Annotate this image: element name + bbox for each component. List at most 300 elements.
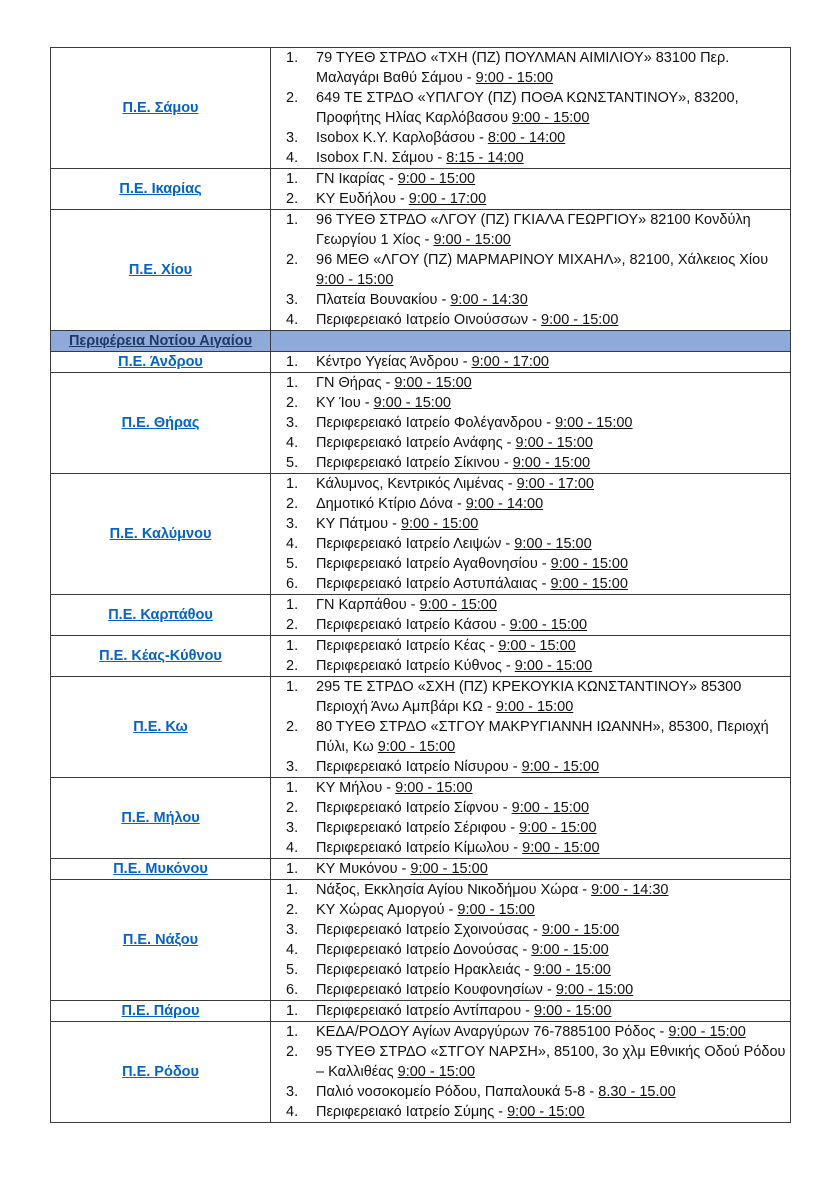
facility-item-number: 4. [286, 312, 299, 328]
opening-hours: 9:00 - 14:30 [591, 882, 669, 898]
facility-item-number: 1. [286, 354, 299, 370]
facility-name: 79 ΤΥΕΘ ΣΤΡΔΟ «ΤΧΗ (ΠΖ) ΠΟΥΛΜΑΝ ΑΙΜΙΛΙΟΥ» 83100 Περ. Μαλαγάρι Βαθύ Σάμου - [316, 50, 730, 86]
facility-list-cell [271, 1022, 791, 1123]
facility-name: ΚΥ Πάτμου - [316, 516, 401, 532]
region-link[interactable]: Π.Ε. Κέας-Κύθνου [99, 648, 222, 664]
facility-item-text [316, 595, 790, 615]
facility-name: Περιφερειακό Ιατρείο Δονούσας - [316, 942, 532, 958]
facility-item [271, 290, 790, 310]
facility-item [271, 554, 790, 574]
opening-hours: 9:00 - 14:00 [465, 496, 544, 512]
facility-item [271, 494, 790, 514]
opening-hours: 9:00 - 15:00 [514, 536, 592, 552]
facility-list-cell [271, 48, 791, 169]
region-row [51, 1001, 791, 1022]
facility-item [271, 778, 790, 798]
facility-item-text [316, 838, 790, 858]
facility-item-number: 4. [286, 150, 299, 166]
facility-name: Περιφερειακό Ιατρείο Λειψών - [316, 536, 515, 552]
facility-name: Παλιό νοσοκομείο Ρόδου, Παπαλουκά 5-8 - [316, 1084, 599, 1100]
facility-list [271, 352, 790, 372]
facility-item-text [316, 48, 790, 88]
facility-item-text [316, 373, 790, 393]
facility-name: 95 ΤΥΕΘ ΣΤΡΔΟ «ΣΤΓΟΥ ΝΑΡΣΗ», 85100, 3ο χλμ Εθνικής Οδού Ρόδου – Καλλιθέας [316, 1044, 786, 1080]
facility-item-number: 2. [286, 1044, 299, 1060]
facility-item-text [316, 494, 790, 514]
facility-item-number: 2. [286, 252, 299, 268]
region-link[interactable]: Π.Ε. Άνδρου [118, 354, 203, 370]
facility-list [271, 474, 790, 594]
facility-item [271, 859, 790, 879]
facility-item-text [316, 636, 790, 656]
facility-item-text [316, 818, 790, 838]
opening-hours: 9:00 - 15:00 [541, 922, 620, 938]
opening-hours: 9:00 - 15:00 [316, 272, 394, 288]
opening-hours: 9:00 - 15:00 [550, 576, 628, 592]
opening-hours: 9:00 - 15:00 [512, 110, 590, 126]
section-band-row [51, 331, 791, 352]
facility-name: 96 ΤΥΕΘ ΣΤΡΔΟ «ΛΓΟΥ (ΠΖ) ΓΚΙΑΛΑ ΓΕΩΡΓΙΟΥ» 82100 Κονδύλη Γεωργίου 1 Χίος - [316, 212, 751, 248]
opening-hours: 9:00 - 15:00 [541, 312, 619, 328]
facility-name: Περιφερειακό Ιατρείο Φολέγανδρου - [316, 415, 556, 431]
facility-item [271, 757, 790, 777]
facility-item-text [316, 514, 790, 534]
facility-item [271, 838, 790, 858]
facility-item [271, 48, 790, 88]
facility-item-text [316, 128, 790, 148]
facility-list-cell [271, 859, 791, 880]
region-label-cell [51, 48, 271, 169]
facility-item-text [316, 474, 790, 494]
facility-name: Περιφερειακό Ιατρείο Νίσυρου - [316, 759, 522, 775]
facility-item-text [316, 1022, 790, 1042]
region-row [51, 677, 791, 778]
facility-list [271, 1022, 790, 1122]
facility-item-text [316, 310, 790, 330]
facility-item [271, 900, 790, 920]
region-link[interactable]: Π.Ε. Σάμου [122, 100, 199, 116]
facility-item [271, 1001, 790, 1021]
facility-list [271, 595, 790, 635]
facility-name: 96 ΜΕΘ «ΛΓΟΥ (ΠΖ) ΜΑΡΜΑΡΙΝΟΥ ΜΙΧΑΗΛ», 82100, Χάλκειος Χίου [316, 252, 769, 268]
facility-item-number: 1. [286, 50, 299, 66]
facility-list [271, 373, 790, 473]
facility-item-number: 2. [286, 90, 299, 106]
region-link[interactable]: Π.Ε. Χίου [128, 262, 193, 278]
facility-item-text [316, 656, 790, 676]
facility-name: Περιφερειακό Ιατρείο Σχοινούσας - [316, 922, 542, 938]
opening-hours: 9:00 - 15:00 [475, 70, 554, 86]
region-label-cell [51, 474, 271, 595]
facility-item [271, 636, 790, 656]
facility-item [271, 169, 790, 189]
region-link[interactable]: Π.Ε. Ικαρίας [119, 181, 202, 197]
facility-name: ΚΥ Ίου - [316, 395, 374, 411]
facility-name: Δημοτικό Κτίριο Δόνα - [316, 496, 466, 512]
facility-name: ΚΥ Μήλου - [316, 780, 396, 796]
facility-item-text [316, 900, 790, 920]
opening-hours: 9:00 - 15:00 [509, 617, 588, 633]
facility-item-text [316, 210, 790, 250]
facility-name: Περιφερειακό Ιατρείο Κύθνος - [316, 658, 515, 674]
region-row [51, 474, 791, 595]
facility-name: Περιφερειακό Ιατρείο Κουφονησίων - [316, 982, 556, 998]
facility-item-number: 1. [286, 780, 299, 796]
facility-name: Κέντρο Υγείας Άνδρου - [316, 354, 472, 370]
facility-item-text [316, 778, 790, 798]
facility-item [271, 1102, 790, 1122]
facility-item-number: 2. [286, 395, 299, 411]
facility-item [271, 677, 790, 717]
facility-item-number: 1. [286, 882, 299, 898]
facility-item-text [316, 534, 790, 554]
region-label-cell [51, 1022, 271, 1123]
facility-name: Isobox Γ.Ν. Σάμου - [316, 150, 447, 166]
region-row [51, 169, 791, 210]
facility-item-text [316, 453, 790, 473]
opening-hours: 9:00 - 15:00 [457, 902, 535, 918]
facility-item-text [316, 757, 790, 777]
facility-item [271, 880, 790, 900]
facility-list-cell [271, 352, 791, 373]
facility-item-number: 3. [286, 1084, 299, 1100]
region-label-cell [51, 636, 271, 677]
facility-item-text [316, 798, 790, 818]
facility-item-number: 4. [286, 942, 299, 958]
region-label-cell [51, 880, 271, 1001]
region-row [51, 48, 791, 169]
facility-item-text [316, 717, 790, 757]
opening-hours: 9:00 - 15:00 [498, 638, 576, 654]
opening-hours: 9:00 - 15:00 [550, 556, 629, 572]
opening-hours: 9:00 - 15:00 [495, 699, 574, 715]
opening-hours: 9:00 - 15:00 [555, 982, 634, 998]
facility-item-text [316, 980, 790, 1000]
facility-item [271, 413, 790, 433]
facility-item-text [316, 413, 790, 433]
facility-item [271, 250, 790, 290]
facility-name: ΚΥ Ευδήλου - [316, 191, 409, 207]
region-row [51, 1022, 791, 1123]
region-label-cell [51, 595, 271, 636]
opening-hours: 9:00 - 15:00 [373, 395, 451, 411]
facility-list [271, 859, 790, 879]
facility-item-number: 2. [286, 902, 299, 918]
region-row [51, 778, 791, 859]
facility-item-number: 1. [286, 212, 299, 228]
facility-name: Περιφερειακό Ιατρείο Ανάφης - [316, 435, 516, 451]
opening-hours: 9:00 - 15:00 [534, 1003, 612, 1019]
facility-item-text [316, 677, 790, 717]
facility-name: Περιφερειακό Ιατρείο Κίμωλου - [316, 840, 523, 856]
opening-hours: 9:00 - 15:00 [377, 739, 456, 755]
facility-item [271, 453, 790, 473]
region-row [51, 352, 791, 373]
opening-hours: 9:00 - 17:00 [408, 191, 487, 207]
opening-hours: 9:00 - 17:00 [516, 476, 594, 492]
facility-item [271, 514, 790, 534]
opening-hours: 9:00 - 15:00 [410, 861, 488, 877]
facility-item-number: 4. [286, 840, 299, 856]
facility-item-number: 3. [286, 516, 299, 532]
opening-hours: 9:00 - 15:00 [522, 840, 600, 856]
opening-hours: 8.30 - 15.00 [598, 1084, 676, 1100]
facility-item-number: 2. [286, 191, 299, 207]
facility-item [271, 980, 790, 1000]
facility-name: Περιφερειακό Ιατρείο Σίφνου - [316, 800, 512, 816]
facility-item-text [316, 393, 790, 413]
facility-item-number: 3. [286, 130, 299, 146]
region-label-cell [51, 778, 271, 859]
facility-item-text [316, 189, 790, 209]
facility-item-number: 4. [286, 435, 299, 451]
opening-hours: 9:00 - 15:00 [512, 455, 591, 471]
facility-item [271, 88, 790, 128]
facility-item-text [316, 433, 790, 453]
facility-item [271, 717, 790, 757]
facility-name: 649 ΤΕ ΣΤΡΔΟ «ΥΠΛΓΟΥ (ΠΖ) ΠΟΘΑ ΚΩΝΣΤΑΝΤΙΝΟΥ», 83200, Προφήτης Ηλίας Καρλόβασου [316, 90, 739, 126]
region-row [51, 636, 791, 677]
facility-name: Κάλυμνος, Κεντρικός Λιμένας - [316, 476, 517, 492]
facility-name: Περιφερειακό Ιατρείο Σύμης - [316, 1104, 508, 1120]
opening-hours: 9:00 - 15:00 [397, 171, 476, 187]
facility-list [271, 169, 790, 209]
facility-item-number: 3. [286, 922, 299, 938]
facility-item-number: 1. [286, 597, 299, 613]
facility-item-text [316, 1042, 790, 1082]
facility-item-text [316, 148, 790, 168]
facility-item-text [316, 859, 790, 879]
facility-name: ΚΥ Χώρας Αμοργού - [316, 902, 458, 918]
facility-item [271, 960, 790, 980]
region-row [51, 595, 791, 636]
region-link[interactable]: Π.Ε. Νάξου [122, 932, 199, 948]
facility-item-number: 1. [286, 861, 299, 877]
region-label-cell [51, 373, 271, 474]
opening-hours: 9:00 - 15:00 [521, 759, 600, 775]
facility-item-number: 3. [286, 820, 299, 836]
facility-list-cell [271, 373, 791, 474]
opening-hours: 9:00 - 15:00 [519, 820, 597, 836]
facility-name: Πλατεία Βουνακίου - [316, 292, 451, 308]
facility-item-number: 1. [286, 638, 299, 654]
facility-item-text [316, 290, 790, 310]
facility-name: 295 ΤΕ ΣΤΡΔΟ «ΣΧΗ (ΠΖ) ΚΡΕΚΟΥΚΙΑ ΚΩΝΣΤΑΝΤΙΝΟΥ» 85300 Περιοχή Άνω Αμπβάρι ΚΩ - [316, 679, 742, 715]
facility-item-text [316, 352, 790, 372]
facility-item [271, 574, 790, 594]
facility-list [271, 1001, 790, 1021]
facility-item-text [316, 169, 790, 189]
facility-item [271, 128, 790, 148]
facility-item-text [316, 880, 790, 900]
region-link[interactable]: Π.Ε. Καλύμνου [109, 526, 212, 542]
facility-name: ΓΝ Καρπάθου - [316, 597, 420, 613]
opening-hours: 9:00 - 15:00 [511, 800, 590, 816]
facility-item-number: 5. [286, 962, 299, 978]
facility-item [271, 1082, 790, 1102]
facility-item-number: 5. [286, 556, 299, 572]
facility-item-number: 1. [286, 1003, 299, 1019]
opening-hours: 9:00 - 15:00 [515, 435, 593, 451]
facility-list-cell [271, 169, 791, 210]
facility-item [271, 818, 790, 838]
facility-list-cell [271, 636, 791, 677]
facility-name: Περιφερειακό Ιατρείο Κάσου - [316, 617, 510, 633]
facility-list-cell [271, 1001, 791, 1022]
facility-item-text [316, 554, 790, 574]
region-link[interactable]: Π.Ε. Καρπάθου [108, 607, 213, 623]
facility-item-text [316, 574, 790, 594]
facility-name: Περιφερειακό Ιατρείο Οινούσσων - [316, 312, 542, 328]
schedule-table [50, 47, 791, 1123]
facility-item [271, 189, 790, 209]
facility-item-number: 2. [286, 617, 299, 633]
facility-item [271, 352, 790, 372]
facility-item-text [316, 960, 790, 980]
facility-item [271, 656, 790, 676]
opening-hours: 9:00 - 15:00 [394, 375, 472, 391]
region-row [51, 210, 791, 331]
facility-item-number: 1. [286, 1024, 299, 1040]
opening-hours: 9:00 - 15:00 [395, 780, 473, 796]
facility-name: ΓΝ Ικαρίας - [316, 171, 398, 187]
facility-item [271, 393, 790, 413]
facility-name: Περιφερειακό Ιατρείο Αντίπαρου - [316, 1003, 535, 1019]
facility-list-cell [271, 474, 791, 595]
facility-item-text [316, 1082, 790, 1102]
section-band-empty-cell [271, 331, 791, 352]
facility-list [271, 636, 790, 676]
facility-name: Περιφερειακό Ιατρείο Αστυπάλαιας - [316, 576, 551, 592]
facility-list [271, 48, 790, 168]
facility-item-text [316, 88, 790, 128]
facility-item-number: 1. [286, 679, 299, 695]
facility-name: Isobox Κ.Υ. Καρλοβάσου - [316, 130, 488, 146]
facility-name: Νάξος, Εκκλησία Αγίου Νικοδήμου Χώρα - [316, 882, 592, 898]
opening-hours: 9:00 - 15:00 [400, 516, 479, 532]
region-label-cell [51, 352, 271, 373]
facility-name: ΚΕΔΑ/ΡΟΔΟΥ Αγίων Αναργύρων 76-7885100 Ρόδος - [316, 1024, 669, 1040]
opening-hours: 9:00 - 15:00 [668, 1024, 746, 1040]
facility-list [271, 880, 790, 1000]
facility-item [271, 615, 790, 635]
opening-hours: 9:00 - 15:00 [531, 942, 609, 958]
facility-item [271, 474, 790, 494]
region-label-cell [51, 210, 271, 331]
region-row [51, 880, 791, 1001]
opening-hours: 9:00 - 15:00 [533, 962, 611, 978]
facility-item-number: 3. [286, 292, 299, 308]
opening-hours: 8:00 - 14:00 [487, 130, 566, 146]
facility-list [271, 778, 790, 858]
facility-item [271, 920, 790, 940]
region-row [51, 859, 791, 880]
facility-item-number: 4. [286, 536, 299, 552]
facility-name: Περιφερειακό Ιατρείο Αγαθονησίου - [316, 556, 551, 572]
section-title: Περιφέρεια Νοτίου Αιγαίου [68, 333, 253, 349]
facility-item-number: 1. [286, 476, 299, 492]
facility-item [271, 940, 790, 960]
opening-hours: 9:00 - 15:00 [507, 1104, 585, 1120]
facility-item-number: 2. [286, 496, 299, 512]
facility-item [271, 534, 790, 554]
opening-hours: 9:00 - 15:00 [555, 415, 633, 431]
facility-item [271, 210, 790, 250]
facility-item-number: 6. [286, 576, 299, 592]
opening-hours: 9:00 - 14:30 [450, 292, 528, 308]
facility-name: Περιφερειακό Ιατρείο Σέριφου - [316, 820, 520, 836]
facility-list-cell [271, 595, 791, 636]
opening-hours: 9:00 - 15:00 [419, 597, 497, 613]
opening-hours: 8:15 - 14:00 [446, 150, 524, 166]
region-label-cell [51, 859, 271, 880]
region-link[interactable]: Π.Ε. Πάρου [121, 1003, 200, 1019]
region-link[interactable]: Π.Ε. Ρόδου [122, 1064, 199, 1080]
facility-item-number: 3. [286, 759, 299, 775]
facility-item [271, 1042, 790, 1082]
region-label-cell [51, 677, 271, 778]
facility-name: Περιφερειακό Ιατρείο Ηρακλειάς - [316, 962, 534, 978]
facility-name: 80 ΤΥΕΘ ΣΤΡΔΟ «ΣΤΓΟΥ ΜΑΚΡΥΓΙΑΝΝΗ ΙΩΑΝΝΗ», 85300, Περιοχή Πύλι, Κω [316, 719, 769, 755]
facility-item [271, 148, 790, 168]
facility-list [271, 677, 790, 777]
opening-hours: 9:00 - 15:00 [514, 658, 593, 674]
facility-item [271, 595, 790, 615]
facility-list-cell [271, 677, 791, 778]
facility-name: ΓΝ Θήρας - [316, 375, 395, 391]
facility-item-number: 2. [286, 719, 299, 735]
opening-hours: 9:00 - 17:00 [471, 354, 549, 370]
facility-list-cell [271, 778, 791, 859]
facility-item [271, 310, 790, 330]
facility-item-text [316, 250, 790, 290]
opening-hours: 9:00 - 15:00 [433, 232, 511, 248]
facility-item-text [316, 1001, 790, 1021]
region-row [51, 373, 791, 474]
facility-list [271, 210, 790, 330]
facility-item-number: 1. [286, 375, 299, 391]
facility-item-number: 5. [286, 455, 299, 471]
facility-item-number: 2. [286, 800, 299, 816]
facility-name: Περιφερειακό Ιατρείο Κέας - [316, 638, 499, 654]
region-link[interactable]: Π.Ε. Θήρας [121, 415, 200, 431]
facility-item-text [316, 920, 790, 940]
facility-item-number: 3. [286, 415, 299, 431]
section-band-label-cell [51, 331, 271, 352]
facility-item-text [316, 615, 790, 635]
region-link[interactable]: Π.Ε. Κω [133, 719, 188, 735]
region-label-cell [51, 169, 271, 210]
facility-item-text [316, 1102, 790, 1122]
facility-list-cell [271, 210, 791, 331]
facility-name: Περιφερειακό Ιατρείο Σίκινου - [316, 455, 513, 471]
facility-list-cell [271, 880, 791, 1001]
facility-item [271, 433, 790, 453]
region-link[interactable]: Π.Ε. Μήλου [121, 810, 200, 826]
facility-item-text [316, 940, 790, 960]
facility-item-number: 6. [286, 982, 299, 998]
region-label-cell [51, 1001, 271, 1022]
facility-name: ΚΥ Μυκόνου - [316, 861, 411, 877]
region-link[interactable]: Π.Ε. Μυκόνου [113, 861, 208, 877]
facility-item [271, 798, 790, 818]
opening-hours: 9:00 - 15:00 [397, 1064, 476, 1080]
facility-item [271, 373, 790, 393]
facility-item-number: 1. [286, 171, 299, 187]
facility-item-number: 2. [286, 658, 299, 674]
facility-item-number: 4. [286, 1104, 299, 1120]
facility-item [271, 1022, 790, 1042]
